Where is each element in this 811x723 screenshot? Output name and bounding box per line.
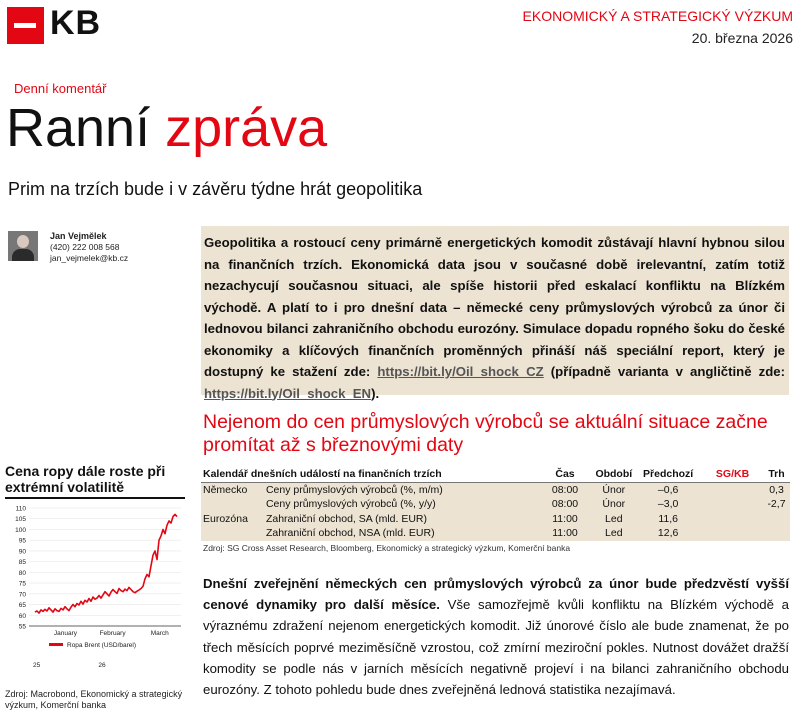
y-tick-label: 55 bbox=[18, 623, 26, 631]
x-tick-label: March bbox=[150, 630, 169, 637]
author-email[interactable]: jan_vejmelek@kb.cz bbox=[50, 253, 129, 263]
header-sgkb: SG/KB bbox=[702, 466, 763, 483]
row-previous: –3,0 bbox=[634, 497, 702, 512]
y-tick-label: 80 bbox=[18, 569, 26, 577]
events-calendar-table bbox=[201, 466, 790, 541]
department-name: EKONOMICKÝ A STRATEGICKÝ VÝZKUM bbox=[522, 8, 793, 24]
author-info bbox=[50, 231, 128, 264]
row-period: Únor bbox=[593, 483, 634, 498]
table-row bbox=[201, 512, 790, 527]
section-heading: Nejenom do cen průmyslových výrobců se aktuální situace začne promítat až s březnovými daty bbox=[203, 411, 768, 456]
row-period: Únor bbox=[593, 497, 634, 512]
row-event: Zahraniční obchod, NSA (mld. EUR) bbox=[264, 526, 537, 541]
row-market: -2,7 bbox=[763, 497, 790, 512]
oil-price-chart bbox=[5, 500, 190, 675]
y-tick-label: 60 bbox=[18, 612, 26, 620]
row-time: 11:00 bbox=[537, 512, 594, 527]
row-previous: 12,6 bbox=[634, 526, 702, 541]
row-time: 11:00 bbox=[537, 526, 594, 541]
row-period: Led bbox=[593, 512, 634, 527]
chart-title: Cena ropy dále roste při extrémní volatilitě bbox=[5, 463, 185, 499]
y-tick-label: 65 bbox=[18, 602, 26, 610]
y-tick-label: 100 bbox=[15, 526, 26, 534]
author-photo bbox=[8, 231, 38, 261]
y-tick-label: 105 bbox=[15, 516, 26, 524]
page-title bbox=[6, 98, 327, 158]
row-event: Ceny průmyslových výrobců (%, m/m) bbox=[264, 483, 537, 498]
header-market: Trh bbox=[763, 466, 790, 483]
link-oil-shock-cz[interactable]: https://bit.ly/Oil_shock_CZ bbox=[377, 364, 544, 379]
row-sgkb bbox=[702, 526, 763, 541]
body-paragraph bbox=[203, 573, 789, 700]
header-time: Čas bbox=[537, 466, 594, 483]
row-event: Zahraniční obchod, SA (mld. EUR) bbox=[264, 512, 537, 527]
author-name: Jan Vejmělek bbox=[50, 231, 107, 241]
header-previous: Předchozí bbox=[634, 466, 702, 483]
summary-text2: (případně varianta v angličtině zde: bbox=[543, 364, 785, 379]
y-tick-label: 95 bbox=[18, 537, 26, 545]
table-header-row bbox=[201, 466, 790, 483]
subtitle: Prim na trzích bude i v závěru týdne hrát geopolitika bbox=[8, 179, 423, 199]
kb-logo bbox=[7, 7, 44, 44]
header-right bbox=[523, 8, 793, 46]
header-event: Kalendář dnešních událostí na finančních trzích bbox=[201, 466, 537, 483]
row-time: 08:00 bbox=[537, 497, 594, 512]
y-tick-label: 70 bbox=[18, 591, 26, 599]
table-row bbox=[201, 526, 790, 541]
title-part2: zpráva bbox=[165, 98, 328, 158]
table-row bbox=[201, 497, 790, 512]
summary-text3: ). bbox=[371, 385, 380, 401]
legend-swatch bbox=[49, 643, 63, 646]
report-date: 20. března 2026 bbox=[691, 30, 793, 46]
title-part1: Ranní bbox=[6, 98, 151, 158]
y-tick-label: 85 bbox=[18, 559, 26, 567]
row-country: Německo bbox=[201, 483, 264, 498]
calendar-source: Zdroj: SG Cross Asset Research, Bloomberg, Ekonomický a strategický výzkum, Komerční banka bbox=[203, 543, 571, 553]
header-period: Období bbox=[593, 466, 634, 483]
row-country bbox=[201, 497, 264, 512]
row-previous: 11,6 bbox=[634, 512, 702, 527]
x-year-label: 25 bbox=[32, 662, 41, 669]
y-tick-label: 90 bbox=[18, 548, 26, 556]
chart-source: Zdroj: Macrobond, Ekonomický a strategický výzkum, Komerční banka bbox=[5, 689, 183, 710]
link-oil-shock-en[interactable]: https://bit.ly/Oil_shock_EN bbox=[204, 385, 372, 401]
y-tick-label: 75 bbox=[18, 580, 26, 588]
author-block bbox=[8, 231, 128, 264]
summary-text: Geopolitika a rostoucí ceny primárně energetických komodit zůstávají hlavní hybnou silou na finančních trzích. Ekonomická data jsou v současné době irelevantní, zatím totiž nezachycují současnou situaci, ale spíše historii před eskalací konfliktu na Blízkém východě. A platí to i pro dnešní data – německé ceny průmyslových výrobců za únor či lednovou bilanci zahraničního obchodu eurozóny. Simulace dopadu ropného šoku do české ekonomiky a klíčových finančních proměnných přináší náš speciální report, který je dostupný ke stažení zde: bbox=[204, 235, 785, 379]
x-tick-label: January bbox=[53, 630, 78, 637]
row-sgkb bbox=[702, 512, 763, 527]
row-sgkb bbox=[702, 483, 763, 498]
row-period: Led bbox=[593, 526, 634, 541]
row-sgkb bbox=[702, 497, 763, 512]
x-year-label: 26 bbox=[98, 662, 106, 669]
section-label: Denní komentář bbox=[14, 81, 107, 96]
row-market bbox=[763, 526, 790, 541]
author-phone: (420) 222 008 568 bbox=[50, 242, 120, 252]
summary-box bbox=[201, 226, 789, 401]
row-time: 08:00 bbox=[537, 483, 594, 498]
table-row bbox=[201, 483, 790, 498]
x-tick-label: February bbox=[99, 630, 126, 637]
row-event: Ceny průmyslových výrobců (%, y/y) bbox=[264, 497, 537, 512]
logo-bar bbox=[14, 23, 36, 28]
logo-text: KB bbox=[50, 4, 102, 42]
row-market: 0,3 bbox=[763, 483, 790, 498]
legend-label: Ropa Brent (USD/barel) bbox=[67, 642, 136, 649]
y-tick-label: 110 bbox=[15, 505, 26, 513]
body-lead: Dnešní zveřejnění německých cen průmyslových výrobců za únor bude předzvěstí vyšší cenové dynamiky pro další měsíce. bbox=[203, 576, 789, 613]
row-country: Eurozóna bbox=[201, 512, 264, 527]
row-country bbox=[201, 526, 264, 541]
row-previous: –0,6 bbox=[634, 483, 702, 498]
body-text: Vše samozřejmě kvůli konfliktu na Blízkém východě a výraznému zdražení nejenom energetických komodit. Již únorové číslo ale bude znamenat, že po třech měsících poprvé meziměsíčně vzrostou, což zmírní meziroční pokles. Nutnost dovážet dražší komodity se podle nás v jarních měsících negativně projeví i na bilanci zahraničního obchodu eurozóny. Z tohoto pohledu bude dnes zveřejněná lednová statistika nezajímavá. bbox=[203, 597, 789, 698]
row-market bbox=[763, 512, 790, 527]
